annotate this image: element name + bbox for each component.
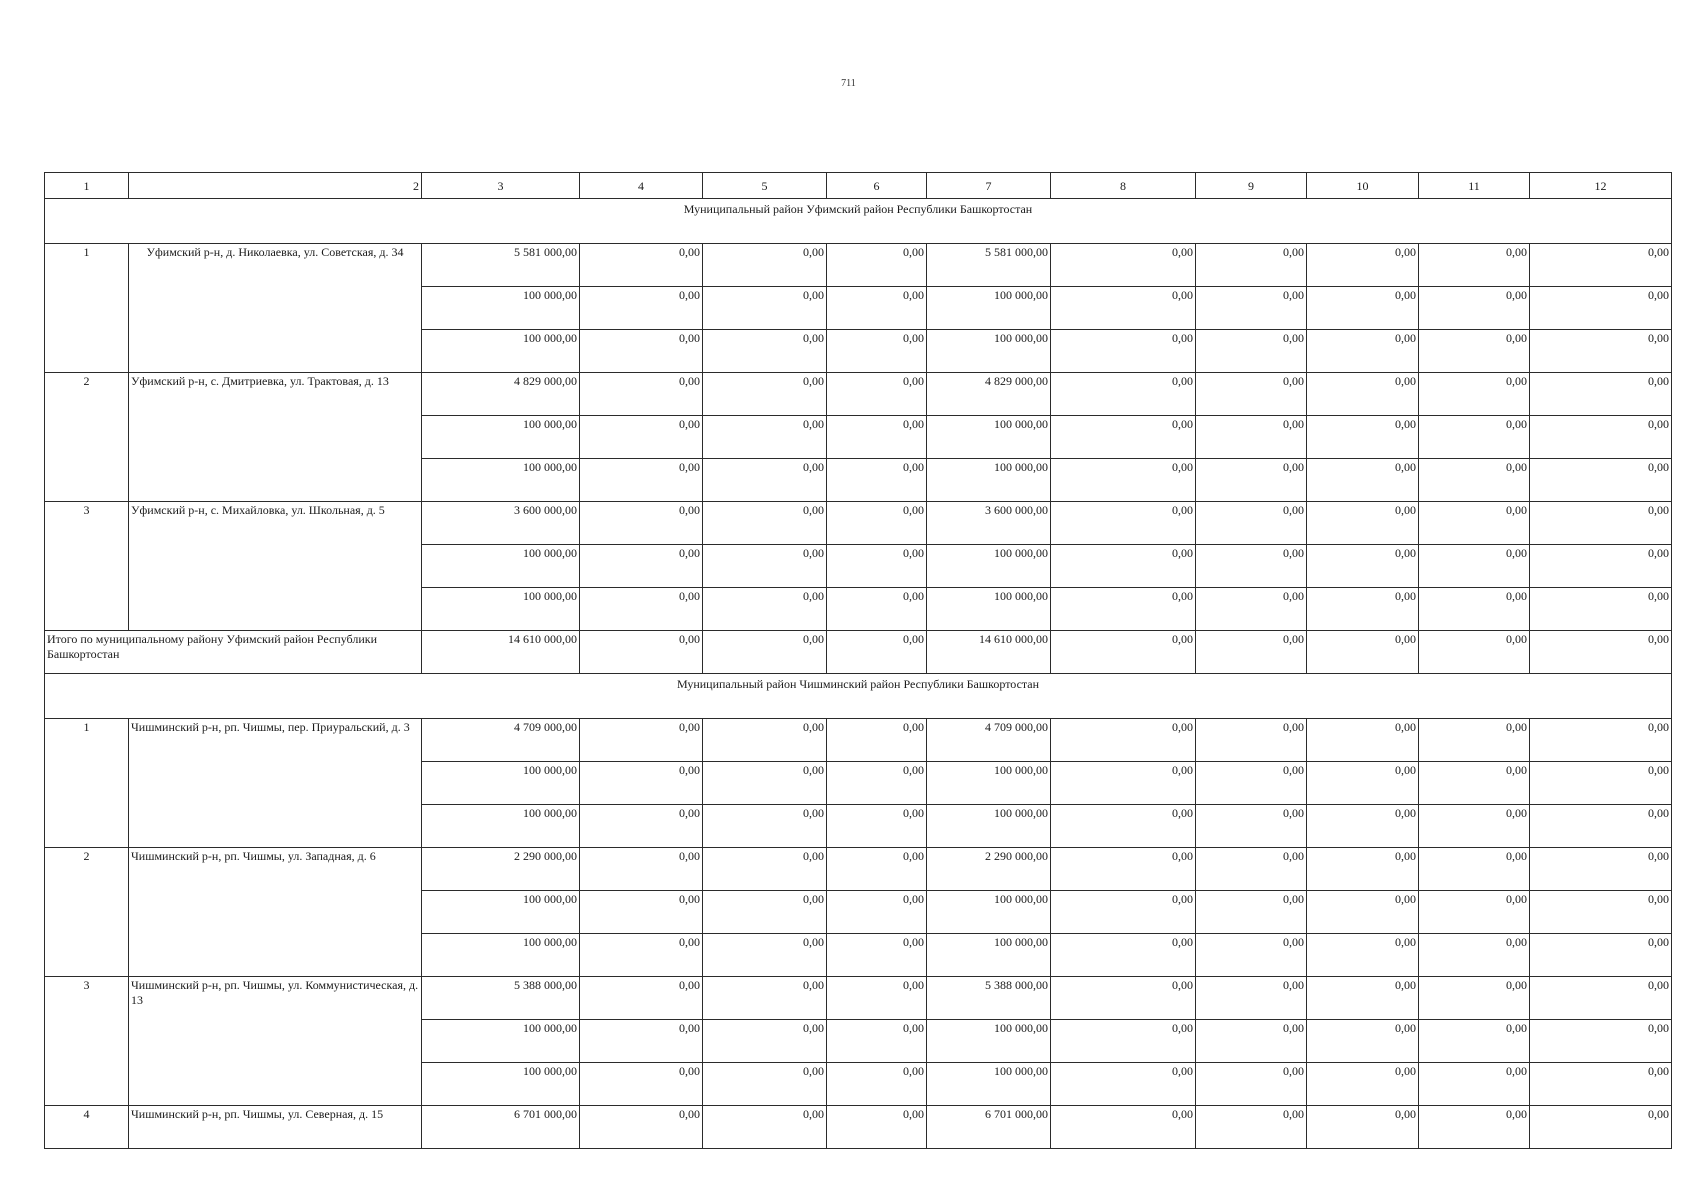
- value-cell: 0,00: [827, 1020, 927, 1063]
- value-cell: 0,00: [1196, 934, 1307, 977]
- value-cell: 0,00: [1196, 719, 1307, 762]
- value-cell: 0,00: [1196, 588, 1307, 631]
- value-cell: 0,00: [580, 1020, 703, 1063]
- value-cell: 0,00: [827, 719, 927, 762]
- page-number: 711: [841, 78, 856, 89]
- value-cell: 0,00: [1419, 244, 1530, 287]
- value-cell: 0,00: [1530, 1020, 1672, 1063]
- value-cell: 0,00: [703, 287, 827, 330]
- value-cell: 0,00: [1051, 1106, 1196, 1149]
- value-cell: 0,00: [827, 502, 927, 545]
- value-cell: 4 709 000,00: [927, 719, 1051, 762]
- value-cell: 0,00: [1307, 373, 1419, 416]
- total-value-cell: 14 610 000,00: [422, 631, 580, 674]
- value-cell: 0,00: [580, 416, 703, 459]
- value-cell: 0,00: [827, 588, 927, 631]
- value-cell: 0,00: [1307, 459, 1419, 502]
- value-cell: 100 000,00: [927, 1020, 1051, 1063]
- value-cell: 100 000,00: [422, 805, 580, 848]
- value-cell: 0,00: [1530, 1106, 1672, 1149]
- value-cell: 6 701 000,00: [422, 1106, 580, 1149]
- value-cell: 0,00: [703, 244, 827, 287]
- value-cell: 0,00: [703, 1106, 827, 1149]
- value-cell: 0,00: [1051, 891, 1196, 934]
- value-cell: 0,00: [1530, 545, 1672, 588]
- value-cell: 0,00: [703, 545, 827, 588]
- value-cell: 0,00: [1196, 1106, 1307, 1149]
- value-cell: 0,00: [1419, 977, 1530, 1020]
- address-cell: Чишминский р-н, рп. Чишмы, пер. Приуральский, д. 3: [129, 719, 422, 848]
- row-index: 3: [45, 977, 129, 1106]
- value-cell: 0,00: [703, 1063, 827, 1106]
- value-cell: 6 701 000,00: [927, 1106, 1051, 1149]
- column-number: 5: [703, 173, 827, 199]
- value-cell: 0,00: [1419, 502, 1530, 545]
- value-cell: 100 000,00: [422, 330, 580, 373]
- value-cell: 0,00: [1419, 287, 1530, 330]
- value-cell: 0,00: [1419, 373, 1530, 416]
- value-cell: 100 000,00: [422, 1020, 580, 1063]
- value-cell: 4 829 000,00: [927, 373, 1051, 416]
- value-cell: 0,00: [827, 244, 927, 287]
- value-cell: 0,00: [1196, 373, 1307, 416]
- value-cell: 0,00: [580, 934, 703, 977]
- value-cell: 0,00: [827, 373, 927, 416]
- value-cell: 0,00: [703, 373, 827, 416]
- value-cell: 0,00: [703, 588, 827, 631]
- value-cell: 100 000,00: [422, 588, 580, 631]
- value-cell: 0,00: [1051, 719, 1196, 762]
- section-header-row: [45, 199, 1672, 244]
- value-cell: 0,00: [1419, 588, 1530, 631]
- value-cell: 100 000,00: [927, 588, 1051, 631]
- value-cell: 0,00: [1051, 287, 1196, 330]
- row-index: 2: [45, 848, 129, 977]
- value-cell: 0,00: [703, 848, 827, 891]
- column-number: 10: [1307, 173, 1419, 199]
- value-cell: 0,00: [1051, 459, 1196, 502]
- column-number: 6: [827, 173, 927, 199]
- value-cell: 0,00: [827, 287, 927, 330]
- table-row: [45, 977, 1672, 1020]
- value-cell: 0,00: [1530, 805, 1672, 848]
- value-cell: 0,00: [1419, 1020, 1530, 1063]
- value-cell: 0,00: [580, 719, 703, 762]
- value-cell: 0,00: [1196, 330, 1307, 373]
- total-row: [45, 631, 1672, 674]
- value-cell: 0,00: [1419, 805, 1530, 848]
- value-cell: 0,00: [1530, 287, 1672, 330]
- value-cell: 0,00: [1419, 1106, 1530, 1149]
- value-cell: 0,00: [1307, 502, 1419, 545]
- value-cell: 0,00: [1307, 934, 1419, 977]
- value-cell: 0,00: [580, 1063, 703, 1106]
- value-cell: 0,00: [827, 1106, 927, 1149]
- value-cell: 0,00: [1196, 244, 1307, 287]
- value-cell: 0,00: [827, 891, 927, 934]
- value-cell: 0,00: [1419, 416, 1530, 459]
- value-cell: 0,00: [1051, 244, 1196, 287]
- table-row: [45, 1106, 1672, 1149]
- value-cell: 0,00: [1307, 330, 1419, 373]
- value-cell: 5 581 000,00: [927, 244, 1051, 287]
- value-cell: 0,00: [827, 416, 927, 459]
- value-cell: 100 000,00: [927, 330, 1051, 373]
- value-cell: 0,00: [1196, 1020, 1307, 1063]
- table-row: [45, 848, 1672, 891]
- budget-table: [44, 172, 1672, 1149]
- value-cell: 0,00: [1307, 1020, 1419, 1063]
- value-cell: 0,00: [580, 502, 703, 545]
- value-cell: 0,00: [1530, 244, 1672, 287]
- value-cell: 100 000,00: [927, 287, 1051, 330]
- value-cell: 0,00: [580, 287, 703, 330]
- value-cell: 0,00: [1530, 719, 1672, 762]
- value-cell: 0,00: [1307, 762, 1419, 805]
- total-value-cell: 0,00: [1419, 631, 1530, 674]
- value-cell: 0,00: [1196, 545, 1307, 588]
- value-cell: 0,00: [1051, 545, 1196, 588]
- column-number: 9: [1196, 173, 1307, 199]
- value-cell: 0,00: [1530, 459, 1672, 502]
- total-value-cell: 14 610 000,00: [927, 631, 1051, 674]
- address-cell: Уфимский р-н, д. Николаевка, ул. Советская, д. 34: [129, 244, 422, 373]
- total-value-cell: 0,00: [703, 631, 827, 674]
- address-cell: Уфимский р-н, с. Дмитриевка, ул. Трактовая, д. 13: [129, 373, 422, 502]
- total-value-cell: 0,00: [1307, 631, 1419, 674]
- column-number: 4: [580, 173, 703, 199]
- value-cell: 0,00: [1530, 977, 1672, 1020]
- value-cell: 0,00: [1196, 848, 1307, 891]
- value-cell: 0,00: [1530, 588, 1672, 631]
- value-cell: 0,00: [703, 934, 827, 977]
- value-cell: 0,00: [1196, 287, 1307, 330]
- column-number: 8: [1051, 173, 1196, 199]
- value-cell: 0,00: [1051, 330, 1196, 373]
- table-body: [45, 173, 1672, 1149]
- value-cell: 0,00: [1196, 502, 1307, 545]
- value-cell: 0,00: [703, 977, 827, 1020]
- value-cell: 100 000,00: [927, 805, 1051, 848]
- column-number: 1: [45, 173, 129, 199]
- table-row: [45, 244, 1672, 287]
- value-cell: 0,00: [1530, 416, 1672, 459]
- value-cell: 0,00: [827, 762, 927, 805]
- value-cell: 100 000,00: [422, 891, 580, 934]
- value-cell: 0,00: [1530, 373, 1672, 416]
- value-cell: 0,00: [1051, 416, 1196, 459]
- value-cell: 0,00: [1051, 805, 1196, 848]
- total-value-cell: 0,00: [1530, 631, 1672, 674]
- value-cell: 0,00: [1530, 848, 1672, 891]
- value-cell: 4 709 000,00: [422, 719, 580, 762]
- value-cell: 0,00: [1307, 719, 1419, 762]
- value-cell: 0,00: [1051, 934, 1196, 977]
- value-cell: 0,00: [703, 502, 827, 545]
- value-cell: 0,00: [827, 934, 927, 977]
- value-cell: 100 000,00: [927, 545, 1051, 588]
- section-title: Муниципальный район Уфимский район Республики Башкортостан: [45, 199, 1672, 244]
- value-cell: 0,00: [1419, 459, 1530, 502]
- row-index: 2: [45, 373, 129, 502]
- value-cell: 0,00: [1530, 934, 1672, 977]
- address-cell: Чишминский р-н, рп. Чишмы, ул. Коммунистическая, д. 13: [129, 977, 422, 1106]
- value-cell: 0,00: [1419, 934, 1530, 977]
- column-number: 3: [422, 173, 580, 199]
- value-cell: 100 000,00: [927, 934, 1051, 977]
- value-cell: 0,00: [1307, 416, 1419, 459]
- value-cell: 0,00: [827, 805, 927, 848]
- value-cell: 4 829 000,00: [422, 373, 580, 416]
- value-cell: 0,00: [827, 1063, 927, 1106]
- value-cell: 0,00: [580, 244, 703, 287]
- value-cell: 5 388 000,00: [422, 977, 580, 1020]
- value-cell: 0,00: [703, 805, 827, 848]
- value-cell: 2 290 000,00: [422, 848, 580, 891]
- column-number: 2: [129, 173, 422, 199]
- value-cell: 0,00: [580, 1106, 703, 1149]
- value-cell: 0,00: [1051, 762, 1196, 805]
- value-cell: 0,00: [1419, 848, 1530, 891]
- value-cell: 0,00: [580, 330, 703, 373]
- value-cell: 100 000,00: [422, 545, 580, 588]
- table-row: [45, 719, 1672, 762]
- budget-table-container: [44, 172, 1671, 1149]
- value-cell: 0,00: [1196, 416, 1307, 459]
- value-cell: 0,00: [1419, 719, 1530, 762]
- address-cell: Чишминский р-н, рп. Чишмы, ул. Западная, д. 6: [129, 848, 422, 977]
- value-cell: 0,00: [1307, 805, 1419, 848]
- value-cell: 0,00: [580, 848, 703, 891]
- value-cell: 0,00: [1196, 762, 1307, 805]
- value-cell: 0,00: [1307, 1063, 1419, 1106]
- value-cell: 0,00: [1307, 287, 1419, 330]
- value-cell: 0,00: [1419, 545, 1530, 588]
- row-index: 1: [45, 719, 129, 848]
- value-cell: 0,00: [1051, 1020, 1196, 1063]
- value-cell: 0,00: [1530, 1063, 1672, 1106]
- value-cell: 100 000,00: [422, 1063, 580, 1106]
- value-cell: 0,00: [1051, 977, 1196, 1020]
- value-cell: 0,00: [1419, 762, 1530, 805]
- value-cell: 0,00: [1307, 891, 1419, 934]
- value-cell: 0,00: [1530, 330, 1672, 373]
- value-cell: 100 000,00: [422, 416, 580, 459]
- value-cell: 0,00: [1307, 848, 1419, 891]
- value-cell: 0,00: [1051, 502, 1196, 545]
- column-number-row: [45, 173, 1672, 199]
- column-number: 7: [927, 173, 1051, 199]
- value-cell: 2 290 000,00: [927, 848, 1051, 891]
- value-cell: 0,00: [1307, 244, 1419, 287]
- section-header-row: [45, 674, 1672, 719]
- value-cell: 0,00: [1530, 762, 1672, 805]
- value-cell: 0,00: [580, 545, 703, 588]
- value-cell: 100 000,00: [927, 762, 1051, 805]
- value-cell: 0,00: [1051, 1063, 1196, 1106]
- total-label: Итого по муниципальному району Уфимский район Республики Башкортостан: [45, 631, 422, 674]
- value-cell: 0,00: [1530, 502, 1672, 545]
- value-cell: 100 000,00: [927, 416, 1051, 459]
- value-cell: 0,00: [703, 891, 827, 934]
- row-index: 1: [45, 244, 129, 373]
- value-cell: 5 388 000,00: [927, 977, 1051, 1020]
- value-cell: 0,00: [703, 1020, 827, 1063]
- value-cell: 0,00: [1307, 545, 1419, 588]
- value-cell: 0,00: [1419, 330, 1530, 373]
- value-cell: 0,00: [703, 762, 827, 805]
- value-cell: 0,00: [1307, 977, 1419, 1020]
- address-cell: Уфимский р-н, с. Михайловка, ул. Школьная, д. 5: [129, 502, 422, 631]
- value-cell: 0,00: [703, 719, 827, 762]
- total-value-cell: 0,00: [1051, 631, 1196, 674]
- total-value-cell: 0,00: [827, 631, 927, 674]
- value-cell: 0,00: [580, 373, 703, 416]
- column-number: 12: [1530, 173, 1672, 199]
- value-cell: 100 000,00: [927, 1063, 1051, 1106]
- table-row: [45, 373, 1672, 416]
- value-cell: 0,00: [580, 977, 703, 1020]
- value-cell: 0,00: [827, 545, 927, 588]
- value-cell: 0,00: [1530, 891, 1672, 934]
- table-row: [45, 502, 1672, 545]
- value-cell: 0,00: [1307, 1106, 1419, 1149]
- value-cell: 0,00: [1196, 459, 1307, 502]
- value-cell: 0,00: [580, 891, 703, 934]
- column-number: 11: [1419, 173, 1530, 199]
- value-cell: 0,00: [1307, 588, 1419, 631]
- value-cell: 0,00: [1051, 373, 1196, 416]
- value-cell: 0,00: [580, 805, 703, 848]
- value-cell: 0,00: [580, 459, 703, 502]
- value-cell: 100 000,00: [422, 934, 580, 977]
- total-value-cell: 0,00: [580, 631, 703, 674]
- value-cell: 0,00: [1419, 1063, 1530, 1106]
- value-cell: 100 000,00: [927, 891, 1051, 934]
- value-cell: 0,00: [827, 330, 927, 373]
- value-cell: 0,00: [1196, 805, 1307, 848]
- value-cell: 3 600 000,00: [927, 502, 1051, 545]
- value-cell: 0,00: [827, 848, 927, 891]
- total-value-cell: 0,00: [1196, 631, 1307, 674]
- value-cell: 0,00: [703, 330, 827, 373]
- value-cell: 100 000,00: [927, 459, 1051, 502]
- value-cell: 0,00: [703, 459, 827, 502]
- row-index: 3: [45, 502, 129, 631]
- value-cell: 0,00: [1051, 848, 1196, 891]
- value-cell: 0,00: [1419, 891, 1530, 934]
- value-cell: 0,00: [1196, 977, 1307, 1020]
- value-cell: 3 600 000,00: [422, 502, 580, 545]
- value-cell: 0,00: [580, 588, 703, 631]
- value-cell: 5 581 000,00: [422, 244, 580, 287]
- value-cell: 0,00: [827, 977, 927, 1020]
- value-cell: 0,00: [1051, 588, 1196, 631]
- value-cell: 100 000,00: [422, 762, 580, 805]
- value-cell: 0,00: [1196, 1063, 1307, 1106]
- value-cell: 0,00: [703, 416, 827, 459]
- address-cell: Чишминский р-н, рп. Чишмы, ул. Северная, д. 15: [129, 1106, 422, 1149]
- value-cell: 100 000,00: [422, 287, 580, 330]
- value-cell: 0,00: [1196, 891, 1307, 934]
- value-cell: 0,00: [580, 762, 703, 805]
- row-index: 4: [45, 1106, 129, 1149]
- section-title: Муниципальный район Чишминский район Республики Башкортостан: [45, 674, 1672, 719]
- value-cell: 0,00: [827, 459, 927, 502]
- value-cell: 100 000,00: [422, 459, 580, 502]
